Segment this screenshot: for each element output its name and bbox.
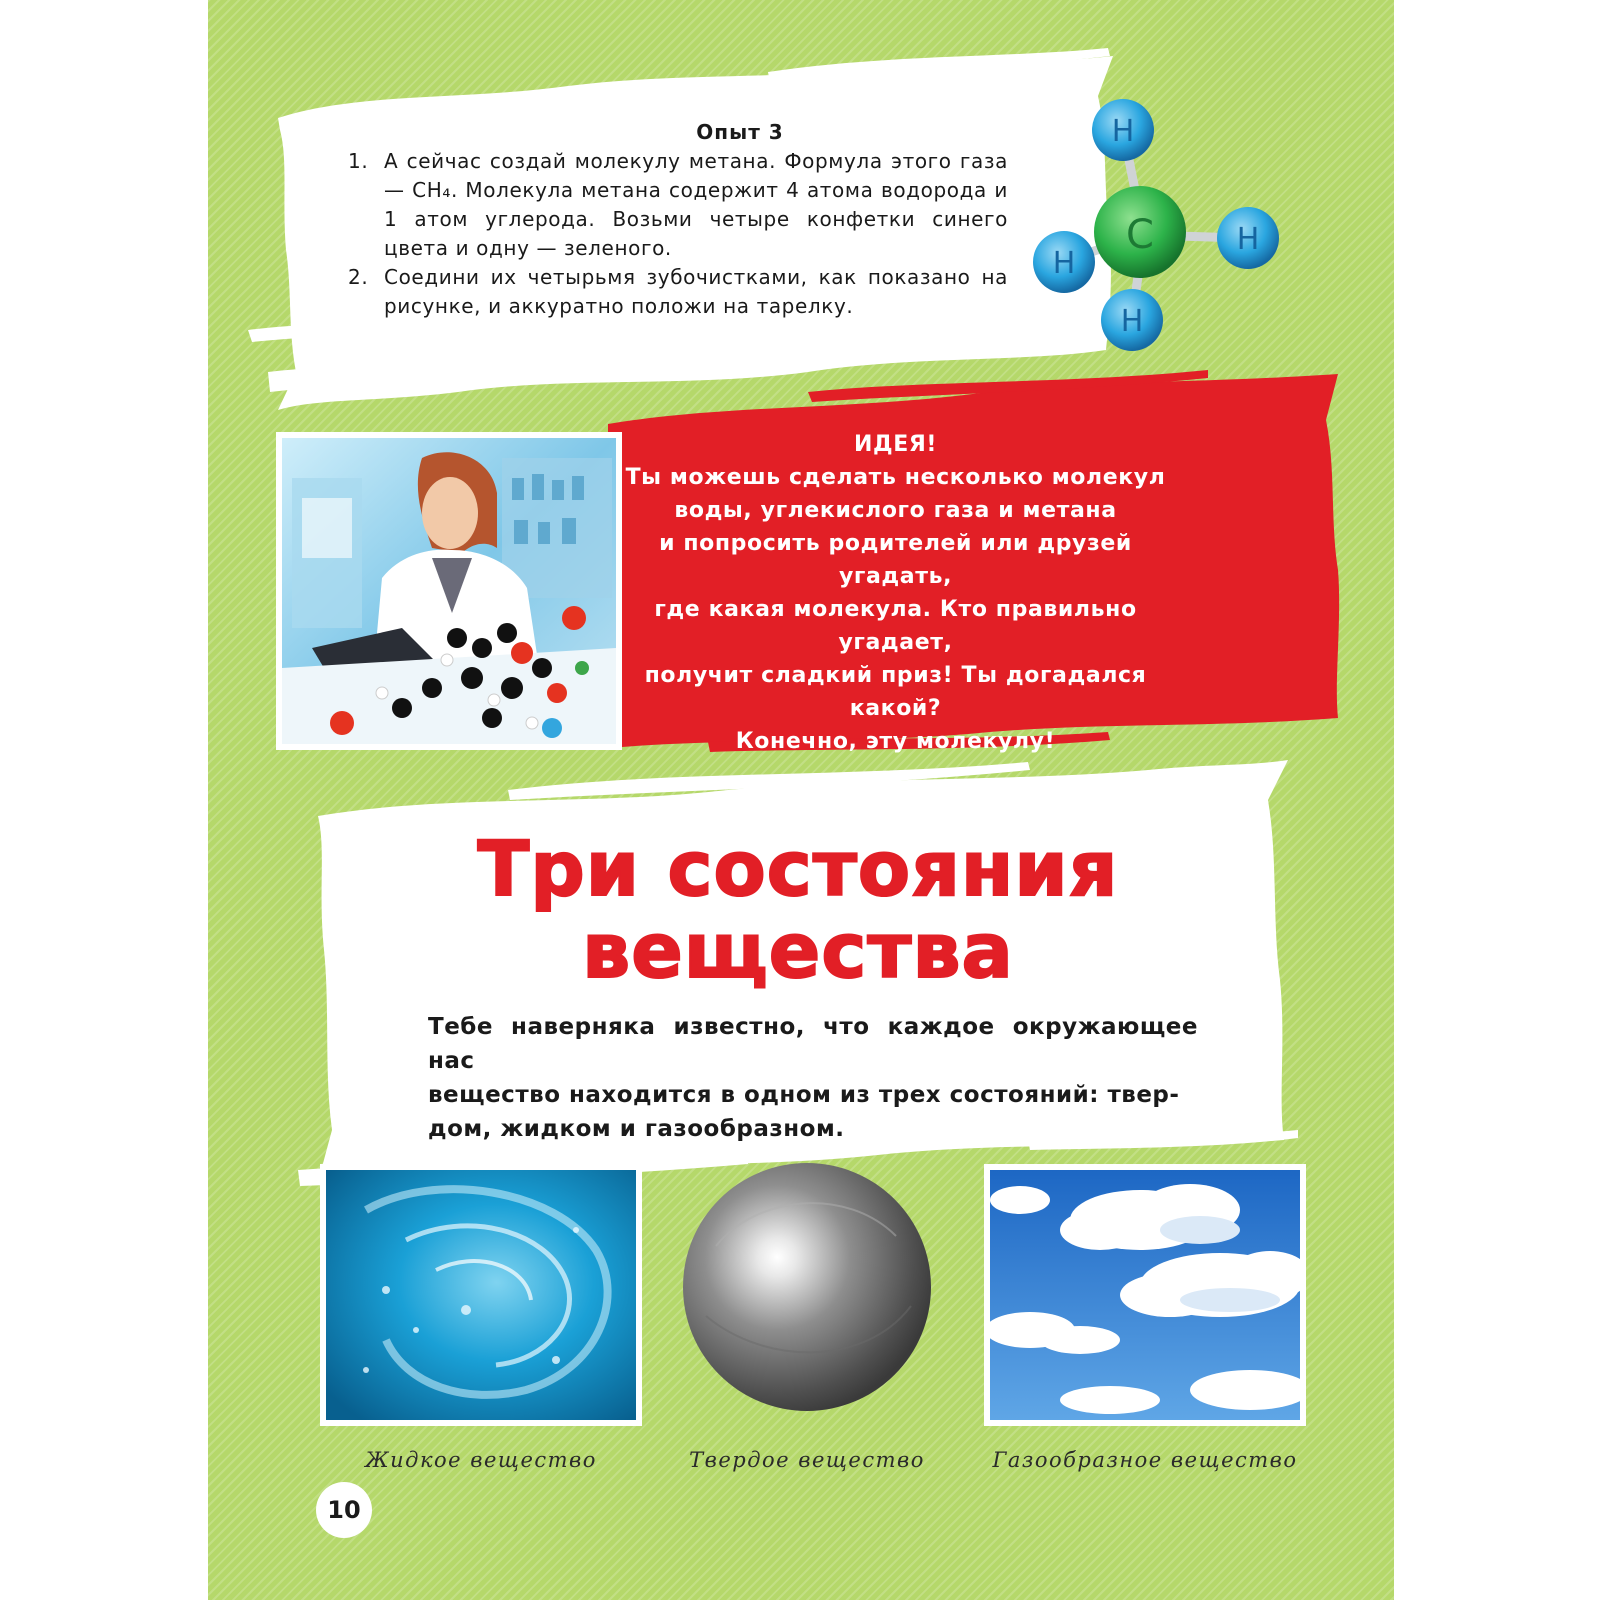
step-number: 1. <box>348 149 369 173</box>
idea-line: Ты можешь сделать несколько молекул <box>625 465 1166 490</box>
section-title-line: Три состояния <box>477 824 1119 913</box>
idea-line: воды, углекислого газа и метана <box>674 498 1117 523</box>
gas-caption: Газообразное вещество <box>992 1448 1298 1472</box>
idea-line: где какая молекула. Кто правильно угадает, <box>654 597 1137 655</box>
idea-text <box>618 428 1173 758</box>
hydrogen-atom <box>1033 231 1095 293</box>
liquid-caption: Жидкое вещество <box>365 1448 597 1472</box>
idea-line: Конечно, эту молекулу! <box>735 729 1056 754</box>
section-intro <box>428 1010 1198 1146</box>
idea-title: ИДЕЯ! <box>853 432 937 457</box>
svg-text:C: C <box>1126 212 1154 258</box>
svg-text:H: H <box>1120 304 1144 339</box>
idea-line: и попросить родителей или друзей угадать, <box>659 531 1132 589</box>
idea-line: получит сладкий приз! Ты догадался какой? <box>644 663 1147 721</box>
experiment-steps <box>348 147 1008 321</box>
hydrogen-atom <box>1217 207 1279 269</box>
liquid-photo <box>320 1164 642 1426</box>
svg-text:H: H <box>1111 114 1135 149</box>
section-title <box>378 824 1218 995</box>
page-number: 10 <box>316 1482 372 1538</box>
hydrogen-atom <box>1092 99 1154 161</box>
gas-photo <box>984 1164 1306 1426</box>
intro-line: вещество находится в одном из трех состояний: твер- <box>428 1082 1180 1108</box>
step-text: Соедини их четырьмя зубочистками, как показано на рисунке, и аккуратно положи на тарелку. <box>384 265 1008 318</box>
step-text: А сейчас создай молекулу метана. Формула этого газа — CH₄. Молекула метана содержит 4 атома водорода и 1 атом углерода. Возьми четыре конфетки синего цвета и одну — зеленого. <box>384 149 1008 260</box>
svg-text:H: H <box>1052 246 1076 281</box>
intro-line: Тебе наверняка известно, что каждое окружающее нас <box>428 1014 1198 1074</box>
experiment-step <box>348 263 1008 321</box>
solid-caption: Твердое вещество <box>689 1448 925 1472</box>
svg-text:H: H <box>1236 222 1260 257</box>
carbon-atom <box>1094 186 1186 278</box>
experiment-step <box>348 147 1008 263</box>
intro-line: дом, жидком и газообразном. <box>428 1116 845 1142</box>
solid-sphere <box>676 1156 938 1418</box>
hydrogen-atom <box>1101 289 1163 351</box>
methane-molecule <box>1028 90 1288 360</box>
section-title-line: вещества <box>582 906 1014 995</box>
step-number: 2. <box>348 265 369 289</box>
book-page <box>208 0 1394 1600</box>
experiment-title: Опыт 3 <box>696 120 784 144</box>
lab-photo <box>276 432 622 750</box>
